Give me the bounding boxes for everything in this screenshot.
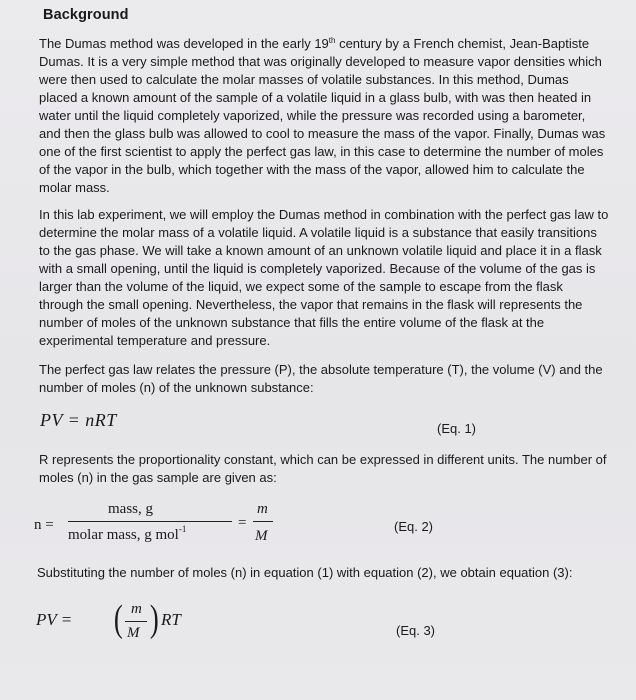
eq3-lhs: PV = xyxy=(36,610,73,629)
equation-3 xyxy=(36,597,181,657)
eq3-right-paren: ) xyxy=(149,598,159,640)
eq2-denominator-text: molar mass, g mol xyxy=(68,527,179,543)
eq2-numerator: mass, g xyxy=(108,501,153,517)
eq2-exponent: -1 xyxy=(178,524,187,534)
eq3-rhs: RT xyxy=(161,610,181,629)
eq2-fraction-bar-2 xyxy=(253,521,273,522)
eq3-mass-symbol: m xyxy=(131,601,142,617)
equation-2 xyxy=(34,498,274,558)
eq2-mass-symbol: m xyxy=(257,501,268,517)
eq2-lhs: n = xyxy=(34,517,54,533)
equation-3-label: (Eq. 3) xyxy=(396,623,436,638)
ordinal-superscript: th xyxy=(328,36,336,45)
paragraph-history-start: The Dumas method was developed in the early 19 xyxy=(39,36,329,51)
eq3-molar-mass-symbol: M xyxy=(127,625,140,641)
equation-1-label: (Eq. 1) xyxy=(437,421,477,436)
eq3-fraction-bar xyxy=(125,621,147,622)
paragraph-r-constant: R represents the proportionality constant, which can be expressed in different units. The number of moles (n) in the gas sample are given as: xyxy=(39,452,607,485)
equation-2-label: (Eq. 2) xyxy=(394,519,434,534)
paragraph-substitution: Substituting the number of moles (n) in equation (1) with equation (2), we obtain equation (3): xyxy=(37,565,573,580)
eq2-denominator xyxy=(68,524,187,544)
paragraph-history-rest: century by a French chemist, Jean-Baptiste Dumas. It is a very simple method that was originally developed to measure vapor densities which were then used to calculate the molar masses of volatile substances. In this method, Dumas placed a known amount of the sample of a volatile liquid in a glass bulb, with was then heated in water until the liquid completely vaporized, while the pressure was recorded using a barometer, and then the glass bulb was allowed to cool to measure the mass of the vapor. Finally, Dumas was one of the first scientist to apply the perfect gas law, in this case to determine the number of moles of the vapor in the bulb, which together with the mass of the vapor, allowed him to calculate the molar mass. xyxy=(39,36,606,195)
eq2-fraction-bar xyxy=(68,521,232,522)
equation-1: PV = nRT xyxy=(40,410,117,430)
paragraph-history xyxy=(39,35,609,197)
paragraph-gas-law: The perfect gas law relates the pressure (P), the absolute temperature (T), the volume (V) and the number of moles (n) of the unknown substance: xyxy=(39,362,603,395)
eq3-left-paren: ( xyxy=(113,598,123,640)
section-heading: Background xyxy=(43,7,129,23)
eq2-molar-mass-symbol: M xyxy=(255,528,268,544)
eq2-equals: = xyxy=(238,515,247,531)
paragraph-experiment: In this lab experiment, we will employ the Dumas method in combination with the perfect gas law to determine the molar mass of a volatile liquid. A volatile liquid is a substance that easily transitions to the gas phase. We will take a known amount of an unknown volatile liquid and place it in a flask with a small opening, until the liquid is completely vaporized. Because of the volume of the gas is larger than the volume of the liquid, we expect some of the sample to escape from the flask through the small opening. Nevertheless, the vapor that remains in the flask will represents the number of moles of the unknown substance that fills the entire volume of the flask at the experimental temperature and pressure. xyxy=(39,207,609,348)
